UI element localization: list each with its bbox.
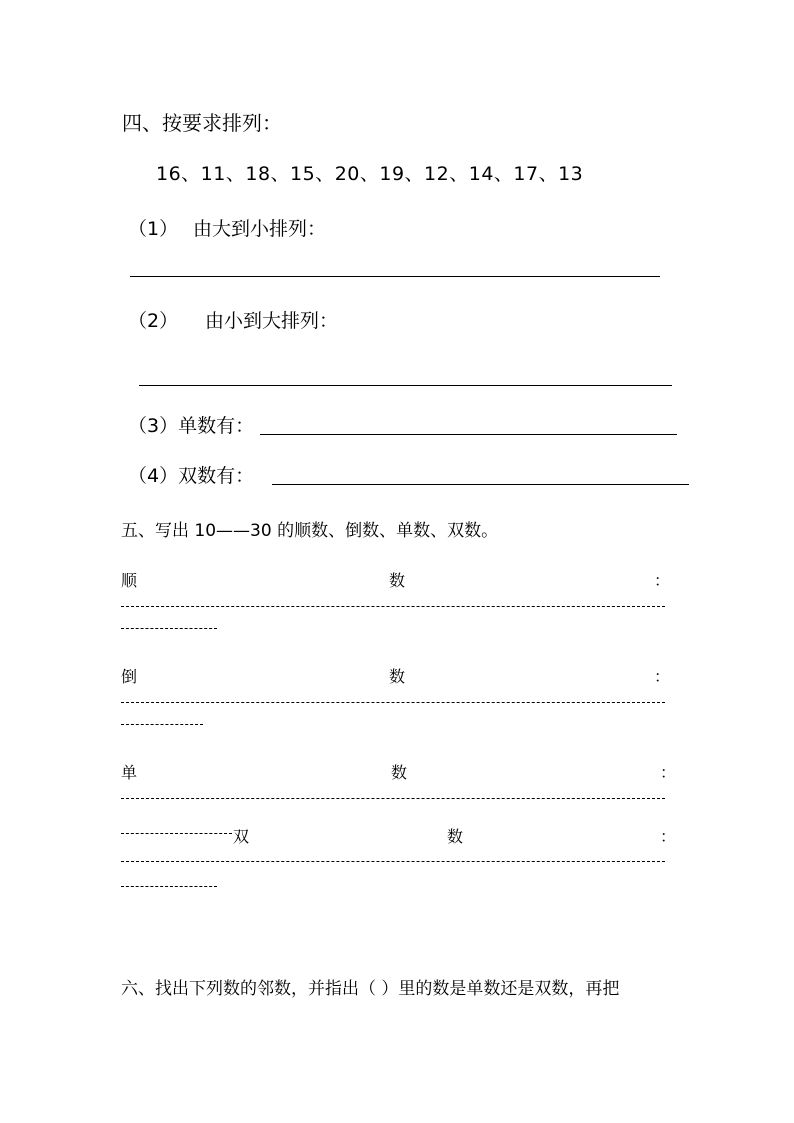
shuang-dash-text-1	[121, 852, 665, 868]
q3-answer-line[interactable]	[260, 434, 677, 435]
shun-colon: ：	[654, 571, 671, 590]
dan-char-2: 数	[391, 763, 408, 782]
shuang-char-1: 双	[233, 827, 250, 846]
q1-answer-line[interactable]	[130, 276, 660, 277]
q1-text: 由大到小排列：	[193, 218, 327, 240]
dan-char-1: 单	[121, 763, 138, 782]
q2-label: （2）	[128, 310, 179, 332]
shuang-colon: ：	[660, 827, 677, 846]
dan-dash-text-2	[121, 824, 232, 840]
q2-answer-line[interactable]	[139, 385, 672, 386]
shun-dash-text-2	[121, 619, 217, 635]
dao-char-2: 数	[389, 667, 406, 686]
shuang-char-2: 数	[447, 827, 464, 846]
dan-dash-text-1	[121, 789, 665, 805]
dao-dash-text-2	[121, 715, 203, 731]
section-5-title: 五、写出 10——30 的顺数、倒数、单数、双数。	[121, 521, 499, 541]
q2-text: 由小到大排列：	[205, 310, 339, 332]
q3-text: （3）单数有：	[128, 415, 255, 437]
shun-char-1: 顺	[121, 571, 138, 590]
q4-answer-line[interactable]	[272, 484, 689, 485]
section-6-title: 六、找出下列数的邻数，并指出（ ）里的数是单数还是双数，再把	[121, 979, 620, 999]
section-4-title: 四、按要求排列：	[122, 111, 282, 135]
shun-dash-text-1	[121, 597, 665, 613]
shuang-dash-text-2	[121, 877, 217, 893]
dan-colon: ：	[660, 763, 677, 782]
q4-text: （4）双数有：	[128, 465, 255, 487]
shun-char-2: 数	[389, 571, 406, 590]
dao-char-1: 倒	[121, 667, 138, 686]
number-sequence: 16、11、18、15、20、19、12、14、17、13	[156, 163, 584, 185]
dao-dash-text-1	[121, 693, 665, 709]
dao-colon: ：	[654, 667, 671, 686]
q1-label: （1）	[128, 218, 179, 240]
